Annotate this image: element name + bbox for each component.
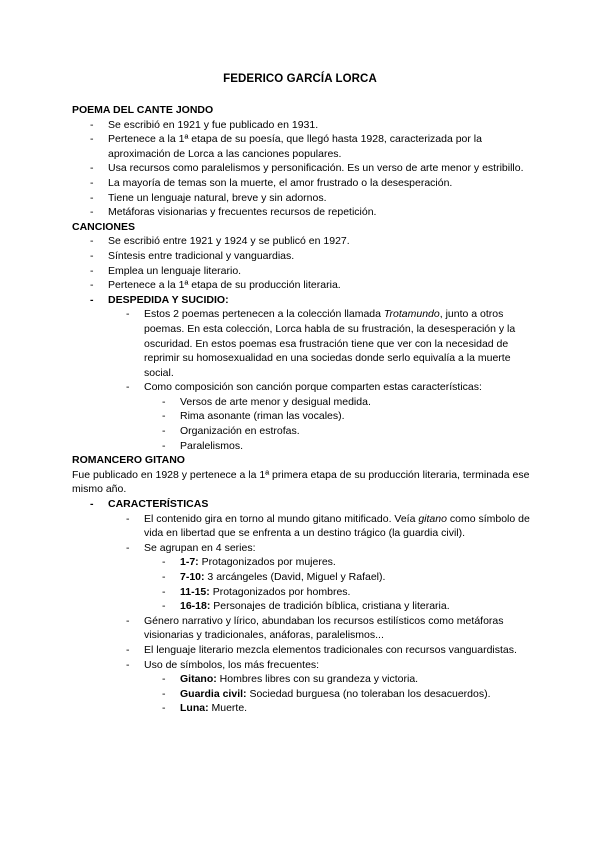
subsection-heading-caracteristicas: CARACTERÍSTICAS <box>108 498 209 511</box>
symbol-text: Muerte. <box>208 702 248 715</box>
text-run: Estos 2 poemas pertenecen a la colección llamada <box>144 308 384 321</box>
symbol-label: Luna: <box>180 702 209 715</box>
text-run: Uso de símbolos, los más frecuentes: <box>144 658 320 671</box>
list-item <box>144 658 532 716</box>
text-run: Se agrupan en 4 series: <box>144 541 256 554</box>
list-item: - Usa recursos como paralelismos y personificación. Es un verso de arte menor y estribillo. <box>108 161 532 176</box>
list-item: - Pertenece a la 1ª etapa de su producción literaria. <box>108 278 532 293</box>
symbol-label: Guardia civil: <box>180 687 247 700</box>
list-item: - Paralelismos. <box>180 439 532 454</box>
list-item: - El lenguaje literario mezcla elementos tradicionales con recursos vanguardistas. <box>144 643 532 658</box>
list-item: - La mayoría de temas son la muerte, el amor frustrado o la desesperación. <box>108 176 532 191</box>
series-text: Protagonizados por hombres. <box>209 585 351 598</box>
canciones-list <box>72 234 532 453</box>
list-item-caracteristicas <box>108 497 532 716</box>
list-item: - Pertenece a la 1ª etapa de su poesía, que llegó hasta 1928, caracterizada por la aproximación de Lorca a las canciones populares. <box>108 132 532 161</box>
list-item <box>180 585 532 600</box>
list-item: - Se escribió entre 1921 y 1924 y se publicó en 1927. <box>108 234 532 249</box>
list-item: - Versos de arte menor y desigual medida. <box>180 395 532 410</box>
text-run: El contenido gira en torno al mundo gitano mitificado. Veía <box>144 512 419 525</box>
list-item: - Género narrativo y lírico, abundaban los recursos estilísticos como metáforas visionarias y tradicionales, anáforas, paralelismos... <box>144 614 532 643</box>
document-body <box>72 103 532 716</box>
list-item <box>144 512 532 541</box>
section-heading-romancero: ROMANCERO GITANO <box>72 454 185 467</box>
caracteristicas-list <box>108 512 532 716</box>
list-item <box>180 555 532 570</box>
list-item <box>180 570 532 585</box>
italic-text: Trotamundo <box>383 308 440 321</box>
romancero-list <box>72 497 532 716</box>
list-item-despedida <box>108 293 532 454</box>
section-heading-canciones: CANCIONES <box>72 220 136 233</box>
series-text: 3 arcángeles (David, Miguel y Rafael). <box>204 571 386 583</box>
cante-jondo-list <box>72 118 532 220</box>
list-item <box>144 380 532 453</box>
list-item <box>180 687 532 702</box>
list-item <box>144 307 532 380</box>
list-item <box>144 541 532 614</box>
list-item: - Tiene un lenguaje natural, breve y sin adornos. <box>108 191 532 206</box>
text-run: Como composición son canción porque comparten estas características: <box>144 381 482 394</box>
despedida-list <box>108 307 532 453</box>
section-heading-cante-jondo: POEMA DEL CANTE JONDO <box>72 104 214 116</box>
symbol-label: Gitano: <box>180 673 217 686</box>
italic-text: gitano <box>418 512 447 525</box>
list-item: - Emplea un lenguaje literario. <box>108 264 532 279</box>
series-label: 7-10: <box>180 571 205 583</box>
list-item: - Se escribió en 1921 y fue publicado en 1931. <box>108 118 532 133</box>
series-list <box>144 555 532 613</box>
series-label: 16-18: <box>180 600 211 613</box>
series-text: Personajes de tradición bíblica, cristiana y literaria. <box>210 600 450 613</box>
list-item: - Organización en estrofas. <box>180 424 532 439</box>
list-item: - Síntesis entre tradicional y vanguardias. <box>108 249 532 264</box>
subsection-heading-despedida: DESPEDIDA Y SUCIDIO: <box>108 293 229 306</box>
list-item <box>180 701 532 716</box>
list-item <box>180 672 532 687</box>
text-run: , junto a otros poemas. En esta colección, Lorca habla de su frustración, la desesperación y la oscuridad. En estos poemas esa frustración tiene que ver con la necesidad de reprimir su homosexualidad en una sociedas donde serlo equivalía a la muerte social. <box>144 308 516 379</box>
symbol-text: Sociedad burguesa (no toleraban los desacuerdos). <box>246 687 491 700</box>
series-label: 1-7: <box>180 556 199 569</box>
list-item <box>180 599 532 614</box>
page-title: FEDERICO GARCÍA LORCA <box>223 73 377 85</box>
features-list <box>144 395 532 453</box>
series-text: Protagonizados por mujeres. <box>198 556 336 569</box>
romancero-intro: Fue publicado en 1928 y pertenece a la 1ª primera etapa de su producción literaria, terminada ese mismo año. <box>72 468 530 496</box>
symbols-list <box>144 672 532 716</box>
symbol-text: Hombres libres con su grandeza y victoria. <box>216 673 419 686</box>
list-item: - Metáforas visionarias y frecuentes recursos de repetición. <box>108 205 532 220</box>
series-label: 11-15: <box>180 585 210 598</box>
list-item: - Rima asonante (riman las vocales). <box>180 409 532 424</box>
text-run: como símbolo de vida en libertad que se enfrenta a un destino trágico (la guardia civil). <box>144 512 530 540</box>
